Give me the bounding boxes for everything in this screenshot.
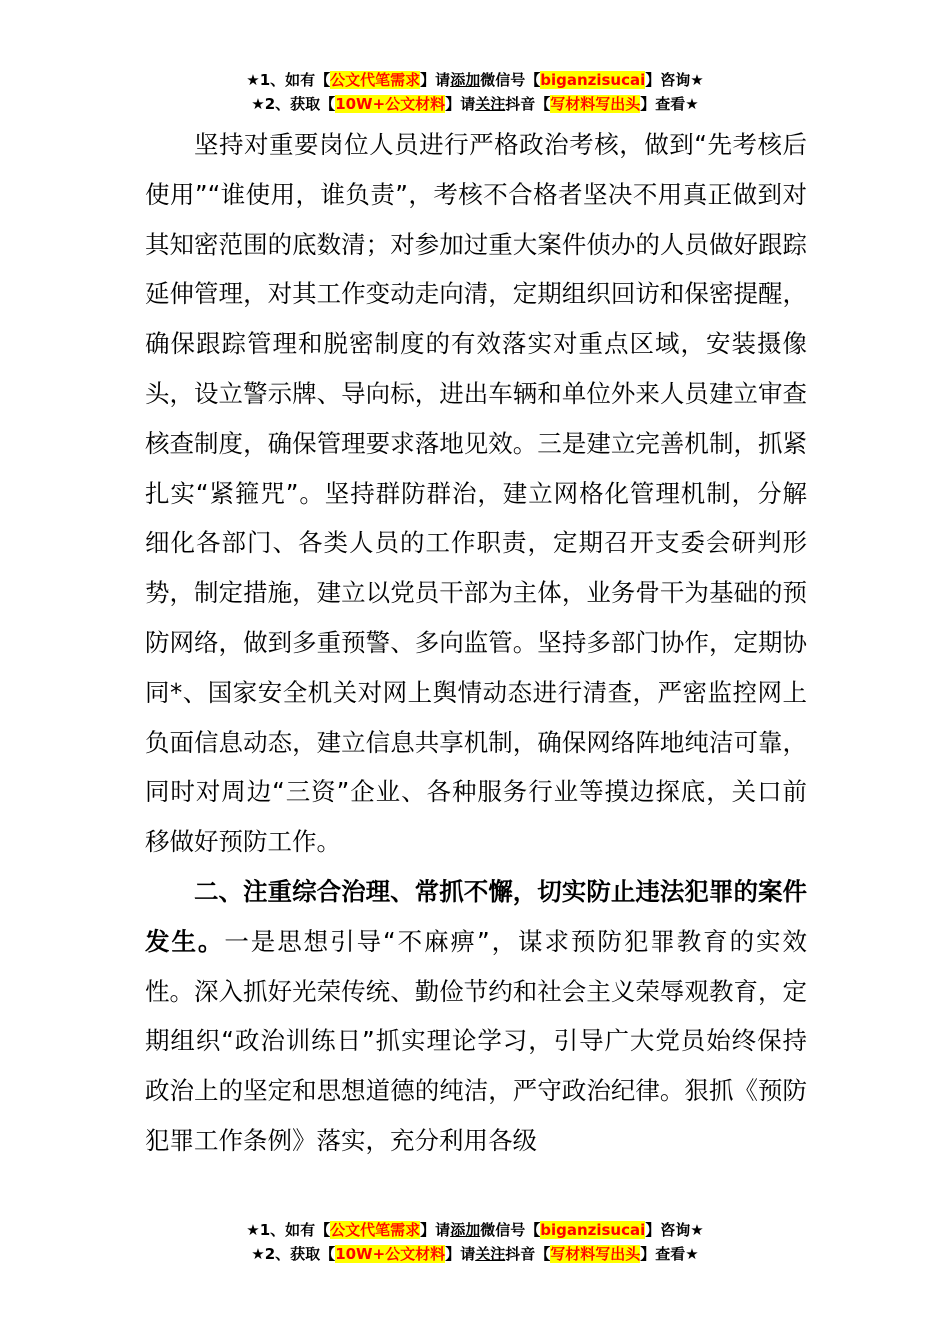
- banner-douyin-id: 写材料写出头: [550, 95, 641, 113]
- footer-banner: [0, 1218, 950, 1266]
- banner-line-2: [0, 92, 950, 116]
- banner-text: 】请: [420, 1221, 451, 1239]
- header-banner: [0, 68, 950, 116]
- banner-text: ★2、获取【: [251, 95, 336, 113]
- banner-text: 】查看★: [640, 95, 699, 113]
- banner-highlight: 10W+公文材料: [335, 1245, 446, 1263]
- banner-underlined-text: 添加: [450, 1221, 481, 1239]
- banner-text: 】查看★: [640, 1245, 699, 1263]
- banner-underlined-text: 关注: [475, 1245, 506, 1263]
- banner-underlined-text: 添加: [450, 71, 481, 89]
- banner-text: 】请: [445, 95, 476, 113]
- banner-text: 】咨询★: [645, 1221, 704, 1239]
- banner-douyin-id: 写材料写出头: [550, 1245, 641, 1263]
- banner-text: ★2、获取【: [251, 1245, 336, 1263]
- banner-text: ★1、如有【: [246, 1221, 331, 1239]
- banner-line-1: [0, 1218, 950, 1242]
- paragraph-2-body: 一是思想引导“不麻痹”，谋求预防犯罪教育的实效性。深入抓好光荣传统、勤俭节约和社会主义荣辱观教育，定期组织“政治训练日”抓实理论学习，引导广大党员始终保持政治上的坚定和思想道德的纯洁，严守政治纪律。狠抓《预防犯罪工作条例》落实，充分利用各级: [145, 926, 808, 1155]
- banner-underlined-text: 关注: [475, 95, 506, 113]
- banner-wechat-id: biganzisucai: [540, 71, 646, 89]
- banner-text: 微信号【: [480, 1221, 541, 1239]
- banner-highlight: 公文代笔需求: [330, 71, 421, 89]
- banner-highlight: 10W+公文材料: [335, 95, 446, 113]
- banner-text: 】咨询★: [645, 71, 704, 89]
- banner-text: 微信号【: [480, 71, 541, 89]
- banner-text: ★1、如有【: [246, 71, 331, 89]
- paragraph-1: 坚持对重要岗位人员进行严格政治考核，做到“先考核后使用”“谁使用，谁负责”，考核不合格者坚决不用真正做到对其知密范围的底数清；对参加过重大案件侦办的人员做好跟踪延伸管理，对其工作变动走向清，定期组织回访和保密提醒，确保跟踪管理和脱密制度的有效落实对重点区域，安装摄像头，设立警示牌、导向标，进出车辆和单位外来人员建立审查核查制度，确保管理要求落地见效。三是建立完善机制，抓紧扎实“紧箍咒”。坚持群防群治，建立网格化管理机制，分解细化各部门、各类人员的工作职责，定期召开支委会研判形势，制定措施，建立以党员干部为主体，业务骨干为基础的预防网络，做到多重预警、多向监管。坚持多部门协作，定期协同*、国家安全机关对网上舆情动态进行清查，严密监控网上负面信息动态，建立信息共享机制，确保网络阵地纯洁可靠，同时对周边“三资”企业、各种服务行业等摸边探底，关口前移做好预防工作。: [145, 130, 807, 857]
- banner-text: 抖音【: [505, 1245, 551, 1263]
- banner-text: 抖音【: [505, 95, 551, 113]
- banner-text: 】请: [420, 71, 451, 89]
- banner-line-2: [0, 1242, 950, 1266]
- banner-wechat-id: biganzisucai: [540, 1221, 646, 1239]
- banner-highlight: 公文代笔需求: [330, 1221, 421, 1239]
- section-heading: 二、注重综合治理、常抓不懈，切实防止违法犯罪的案件发生。: [145, 876, 807, 956]
- banner-text: 】请: [445, 1245, 476, 1263]
- paragraph-2: [145, 867, 807, 1166]
- banner-line-1: [0, 68, 950, 92]
- document-body: [145, 120, 807, 1166]
